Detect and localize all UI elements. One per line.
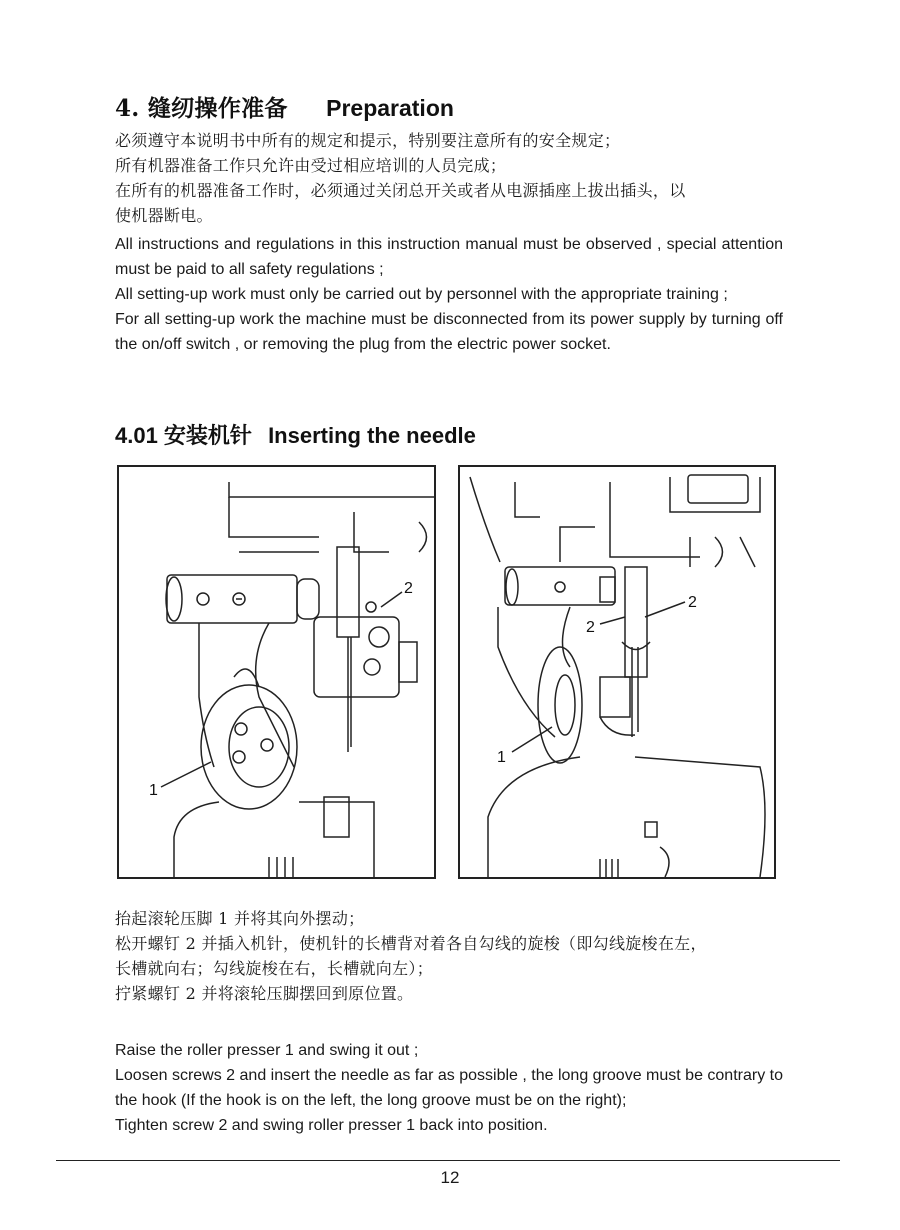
en-paragraph: All setting-up work must only be carried out by personnel with the appropriate training ; bbox=[115, 286, 728, 303]
section-401-title-cn: 4.01 安装机针 bbox=[115, 423, 252, 448]
label-screw: 2 bbox=[586, 619, 595, 636]
en-paragraph: Raise the roller presser 1 and swing it out ; bbox=[115, 1042, 419, 1059]
section-401-title-en: Inserting the needle bbox=[268, 423, 476, 448]
needle-illustration-left bbox=[119, 467, 434, 877]
en-paragraph: All instructions and regulations in this instruction manual must be observed , special attention must be paid to all safety regulations ; bbox=[115, 236, 783, 278]
cn-line: 长槽就向右；勾线旋梭在右，长槽就向左）； bbox=[115, 959, 434, 978]
cn-line: 松开螺钉 2 并插入机针，使机针的长槽背对着各自勾线的旋梭（即勾线旋梭在左， bbox=[115, 934, 707, 953]
needle-illustration-right bbox=[460, 467, 774, 877]
cn-line: 使机器断电。 bbox=[115, 206, 213, 225]
section-401-en-text bbox=[115, 1038, 783, 1138]
section-4-heading bbox=[115, 90, 454, 123]
figure-needle-left bbox=[117, 465, 436, 879]
label-screw: 2 bbox=[688, 594, 697, 611]
label-screw: 2 bbox=[404, 580, 413, 597]
figure-needle-right bbox=[458, 465, 776, 879]
section-4-title-cn: 4. 缝纫操作准备 bbox=[115, 95, 288, 122]
page-number: 12 bbox=[440, 1168, 460, 1187]
footer-rule bbox=[56, 1160, 840, 1161]
en-paragraph: Loosen screws 2 and insert the needle as far as possible , the long groove must be contrary to the hook (If the hook is on the left, the long groove must be on the right); bbox=[115, 1067, 783, 1109]
section-401-cn-text bbox=[115, 906, 783, 1006]
section-4-cn-text bbox=[115, 128, 783, 228]
section-401-heading bbox=[115, 419, 476, 450]
cn-line: 在所有的机器准备工作时，必须通过关闭总开关或者从电源插座上拔出插头，以 bbox=[115, 181, 686, 200]
section-4-en-text bbox=[115, 232, 783, 357]
cn-line: 所有机器准备工作只允许由受过相应培训的人员完成； bbox=[115, 156, 507, 175]
cn-line: 必须遵守本说明书中所有的规定和提示，特别要注意所有的安全规定； bbox=[115, 131, 621, 150]
section-4-title-en: Preparation bbox=[326, 95, 454, 121]
cn-line: 抬起滚轮压脚 1 并将其向外摆动； bbox=[115, 909, 365, 928]
cn-line: 拧紧螺钉 2 并将滚轮压脚摆回到原位置。 bbox=[115, 984, 414, 1003]
label-roller-presser: 1 bbox=[149, 782, 158, 799]
en-paragraph: For all setting-up work the machine must be disconnected from its power supply by turning off the on/off switch , or removing the plug from the electric power socket. bbox=[115, 311, 783, 353]
en-paragraph: Tighten screw 2 and swing roller presser 1 back into position. bbox=[115, 1117, 548, 1134]
label-roller-presser: 1 bbox=[497, 749, 506, 766]
